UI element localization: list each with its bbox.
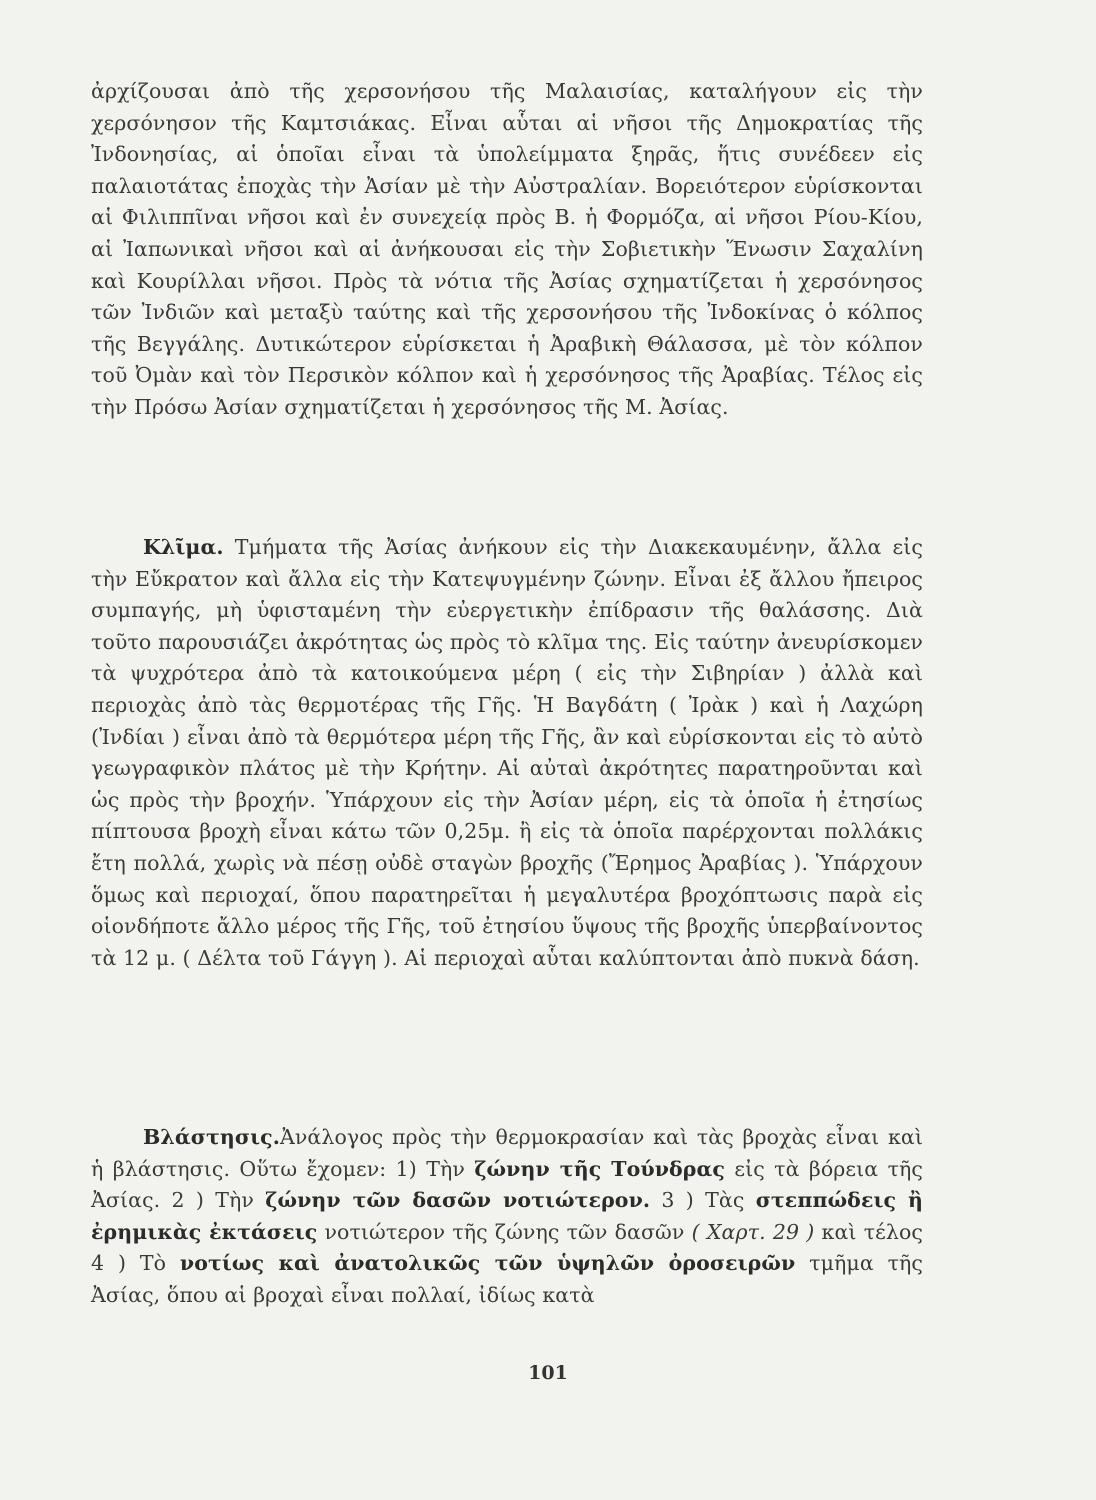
tundra-zone-term: ζώνην τῆς Τούνδρας bbox=[474, 1156, 725, 1181]
climate-heading: Κλῖμα. bbox=[143, 535, 224, 559]
paragraph-islands-text: ἀρχίζουσαι ἀπὸ τῆς χερσονήσου τῆς Μαλαισίας, καταλήγουν εἰς τὴν χερσόνησον τῆς Καμτσιάκας. Εἶναι αὗται αἱ νῆσοι τῆς Δημοκρατίας τῆς Ἰνδονησίας, αἱ ὁποῖαι εἶναι τὰ ὑπολείμματα ξηρᾶς, ἥτις συνέδεεν εἰς παλαιοτάτας ἐποχὰς τὴν Ἀσίαν μὲ τὴν Αὐστραλίαν. Βορειότερον εὑρίσκονται αἱ Φιλιππῖναι νῆσοι καὶ ἐν συνεχείᾳ πρὸς Β. ἡ Φορμόζα, αἱ νῆσοι Ρίου-Κίου, αἱ Ἰαπωνικαὶ νῆσοι καὶ αἱ ἀνήκουσαι εἰς τὴν Σοβιετικὴν Ἕνωσιν Σαχαλίνη καὶ Κουρίλλαι νῆσοι. Πρὸς τὰ νότια τῆς Ἀσίας σχηματίζεται ἡ χερσόνησος τῶν Ἰνδιῶν καὶ μεταξὺ ταύτης καὶ τῆς χερσονήσου τῆς Ἰνδοκίνας ὁ κόλπος τῆς Βεγγάλης. Δυτικώτερον εὑρίσκεται ἡ Ἀραβικὴ Θάλασσα, μὲ τὸν κόλπον τοῦ Ὀμὰν καὶ τὸν Περσικὸν κόλπον καὶ ἡ χερσόνησος τῆς Ἀραβίας. Τέλος εἰς τὴν Πρόσω Ἀσίαν σχηματίζεται ἡ χερσόνησος τῆς Μ. Ἀσίας. bbox=[91, 79, 923, 419]
vegetation-text-5: καὶ τέλος 4 ) Τὸ bbox=[91, 1219, 923, 1276]
vegetation-text-2: εἰς τὰ βόρεια τῆς Ἀσίας. 2 ) Τὴν bbox=[91, 1156, 923, 1213]
map-reference: ( Χαρτ. 29 ) bbox=[691, 1219, 815, 1244]
steppe-term: στεππώδεις ἢ ἐρημικὰς ἐκτάσεις bbox=[91, 1188, 923, 1244]
page-number: 101 bbox=[528, 1362, 568, 1384]
vegetation-heading: Βλάστησις. bbox=[143, 1125, 280, 1149]
vegetation-text-1: Ἀνάλογος πρὸς τὴν θερμοκρασίαν καὶ τὰς βροχὰς εἶναι καὶ ἡ βλάστησις. Οὕτω ἔχομεν: 1) Τὴν bbox=[91, 1125, 923, 1181]
vegetation-text-6: τμῆμα τῆς Ἀσίας, ὅπου αἱ βροχαὶ εἶναι πολλαί, ἰδίως κατὰ bbox=[91, 1251, 923, 1307]
climate-text: Τμήματα τῆς Ἀσίας ἀνήκουν εἰς τὴν Διακεκαυμένην, ἄλλα εἰς τὴν Εὔκρατον καὶ ἄλλα εἰς τὴν Κατεψυγμένην ζώνην. Εἶναι ἐξ ἄλλου ἤπειρος συμπαγής, μὴ ὑφισταμένη τὴν εὐεργετικὴν ἐπίδρασιν τῆς θαλάσσης. Διὰ τοῦτο παρουσιάζει ἀκρότητας ὡς πρὸς τὸ κλῖμα της. Εἰς ταύτην ἀνευρίσκομεν τὰ ψυχρότερα ἀπὸ τὰ κατοικούμενα μέρη ( εἰς τὴν Σιβηρίαν ) ἀλλὰ καὶ περιοχὰς ἀπὸ τὰς θερμοτέρας τῆς Γῆς. Ἡ Βαγδάτη ( Ἰρὰκ ) καὶ ἡ Λαχώρη (Ἰνδίαι ) εἶναι ἀπὸ τὰ θερμότερα μέρη τῆς Γῆς, ἂν καὶ εὑρίσκονται εἰς τὸ αὐτὸ γεωγραφικὸν πλάτος μὲ τὴν Κρήτην. Αἱ αὐταὶ ἀκρότητες παρατηροῦνται καὶ ὡς πρὸς τὴν βροχήν. Ὑπάρχουν εἰς τὴν Ἀσίαν μέρη, εἰς τὰ ὁποῖα ἡ ἐτησίως πίπτουσα βροχὴ εἶναι κάτω τῶν 0,25μ. ἢ εἰς τὰ ὁποῖα παρέρχονται πολλάκις ἔτη πολλά, χωρὶς νὰ πέσῃ οὐδὲ σταγὼν βροχῆς (Ἔρημος Ἀραβίας ). Ὑπάρχουν ὅμως καὶ περιοχαί, ὅπου παρατηρεῖται ἡ μεγαλυτέρα βροχόπτωσις παρὰ εἰς οἱονδήποτε ἄλλο μέρος τῆς Γῆς, τοῦ ἐτησίου ὕψους τῆς βροχῆς ὑπερβαίνοντος τὰ 12 μ. ( Δέλτα τοῦ Γάγγη ). Αἱ περιοχαὶ αὗται καλύπτονται ἀπὸ πυκνὰ δάση. bbox=[91, 535, 923, 970]
vegetation-text-3: 3 ) Τὰς bbox=[650, 1188, 756, 1213]
vegetation-text-4: νοτιώτερον τῆς ζώνης τῶν δασῶν bbox=[317, 1219, 692, 1244]
southeast-region-term: νοτίως καὶ ἀνατολικῶς τῶν ὑψηλῶν ὀροσειρῶν bbox=[179, 1251, 796, 1276]
paragraph-climate bbox=[91, 532, 923, 974]
paragraph-vegetation bbox=[91, 1122, 923, 1312]
forest-zone-term: ζώνην τῶν δασῶν νοτιώτερον. bbox=[265, 1188, 651, 1213]
paragraph-islands bbox=[91, 76, 923, 424]
